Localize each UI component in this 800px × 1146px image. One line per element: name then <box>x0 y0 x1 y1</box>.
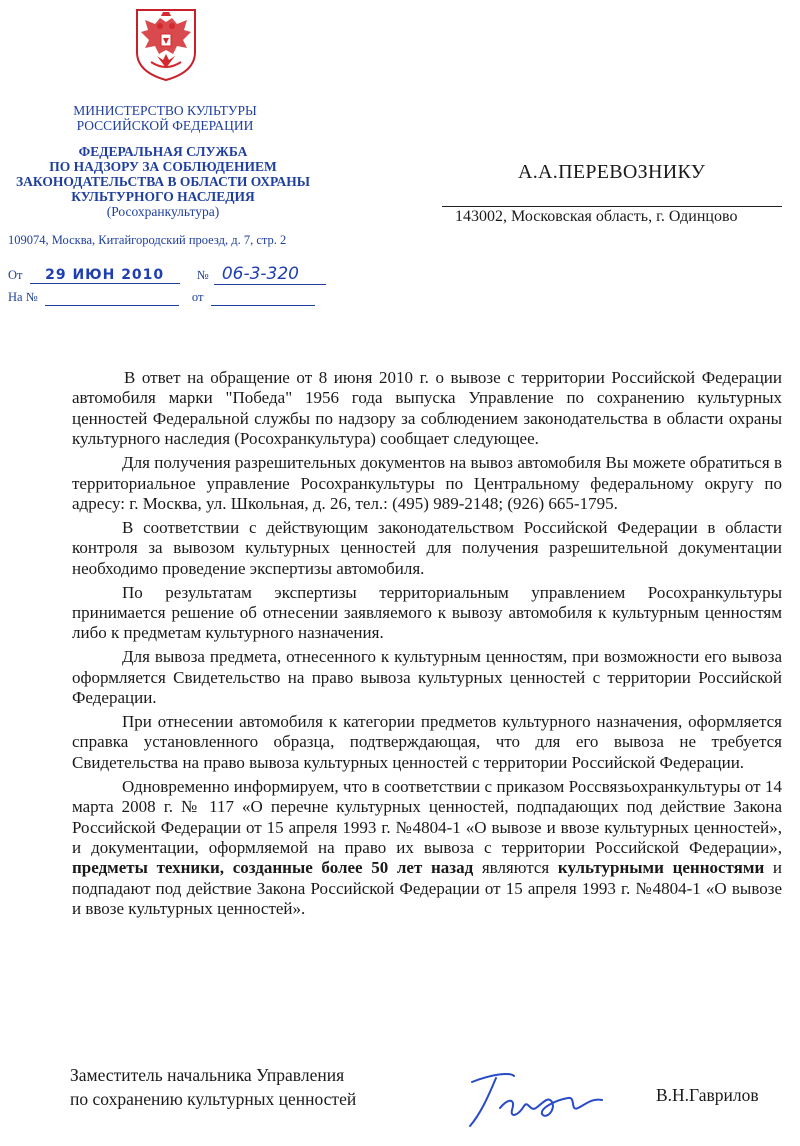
service-short-name: (Росохранкультура) <box>106 204 220 219</box>
ref-label: На № <box>8 290 38 304</box>
p7-bold-2: культурными ценностями <box>557 858 765 878</box>
from-label: От <box>8 268 23 282</box>
sender-address: 109074, Москва, Китайгородский проезд, д. 7, стр. 2 <box>8 233 287 247</box>
service-line4: КУЛЬТУРНОГО НАСЛЕДИЯ <box>71 189 255 204</box>
service-line2: ПО НАДЗОРУ ЗА СОБЛЮДЕНИЕМ <box>49 159 277 174</box>
paragraph-4: По результатам экспертизы территориальным управлением Росохранкультуры принимается решение об отнесении заявляемого к вывозу автомобиля к культурным ценностям либо к предметам культурного назначения. <box>72 582 782 643</box>
recipient-name: А.А.ПЕРЕВОЗНИКУ <box>518 161 706 183</box>
ministry-line2: РОССИЙСКОЙ ФЕДЕРАЦИИ <box>76 118 254 133</box>
paragraph-2: Для получения разрешительных документов на вывоз автомобиля Вы можете обратиться в территориальное управление Росохранкультуры по Центральному федеральному округу по адресу: г. Москва, ул. Школьная, д. 26, тел.: (495) 989-2148; (926) 665-1795. <box>72 453 782 513</box>
registration-date-row <box>8 264 326 285</box>
service-header <box>4 144 322 219</box>
signatory-title <box>70 1063 356 1111</box>
ref-date-field <box>211 290 315 306</box>
p7-text-a: Одновременно информируем, что в соответствии с приказом Россвязьохранкультуры от 14 марта 2008 г. № 117 «О перечне культурных ценностей, подпадающих под действие Закона Российской Федерации от 15 апреля 1993 г. №4804-1 «О вывозе и ввозе культурных ценностей», и документации, оформляемой на право их вывоза с территории Российской Федерации», <box>72 776 782 857</box>
number-field <box>214 264 326 285</box>
coat-of-arms-emblem <box>133 8 199 82</box>
number-value: 06-3-320 <box>221 264 299 284</box>
signatory-name: В.Н.Гаврилов <box>656 1085 759 1105</box>
paragraph-1: В ответ на обращение от 8 июня 2010 г. о вывозе с территории Российской Федерации автомобиля марки "Победа" 1956 года выпуска Управление по сохранению культурных ценностей Федеральной службы по надзору за соблюдением законодательства в области охраны культурного наследия (Росохранкультура) сообщает следующее. <box>72 368 782 449</box>
ref-number-field <box>45 290 179 306</box>
signatory-title-line1: Заместитель начальника Управления <box>70 1065 345 1085</box>
ref-from-label: от <box>191 290 204 304</box>
paragraph-3: В соответствии с действующим законодательством Российской Федерации в области контроля за вывозом культурных ценностей для получения разрешительной документации необходимо проведение экспертизы автомобиля. <box>72 517 782 578</box>
p7-text-b: являются <box>473 858 558 878</box>
signatory-title-line2: по сохранению культурных ценностей <box>70 1089 357 1109</box>
handwritten-signature <box>452 1068 622 1139</box>
recipient-address: 143002, Московская область, г. Одинцово <box>455 208 738 225</box>
paragraph-5: Для вывоза предмета, отнесенного к культурным ценностям, при возможности его вывоза оформляется Свидетельство на право вывоза культурных ценностей с территории Российской Федерации. <box>72 647 782 708</box>
service-line3: ЗАКОНОДАТЕЛЬСТВА В ОБЛАСТИ ОХРАНЫ <box>16 174 310 189</box>
service-line1: ФЕДЕРАЛЬНАЯ СЛУЖБА <box>78 144 248 159</box>
letter-body <box>72 368 782 923</box>
date-field <box>30 267 180 284</box>
paragraph-7 <box>72 777 782 920</box>
registration-ref-row <box>8 290 315 306</box>
p7-text-c: и подпадают под действие Закона Российской Федерации от 15 апреля 1993 г. №4804-1 «О вывозе и ввозе культурных ценностей». <box>72 858 782 919</box>
paragraph-6: При отнесении автомобиля к категории предметов культурного назначения, оформляется справка установленного образца, подтверждающая, что для его вывоза не требуется Свидетельства на право вывоза культурных ценностей с территории Российской Федерации. <box>72 712 782 772</box>
ministry-header <box>40 103 290 133</box>
number-label: № <box>196 268 209 282</box>
ministry-line1: МИНИСТЕРСТВО КУЛЬТУРЫ <box>73 103 257 118</box>
recipient-divider <box>442 206 782 207</box>
date-value: 29 ИЮН 2010 <box>45 267 165 283</box>
p7-bold-1: предметы техники, созданные более 50 лет назад <box>72 858 474 878</box>
